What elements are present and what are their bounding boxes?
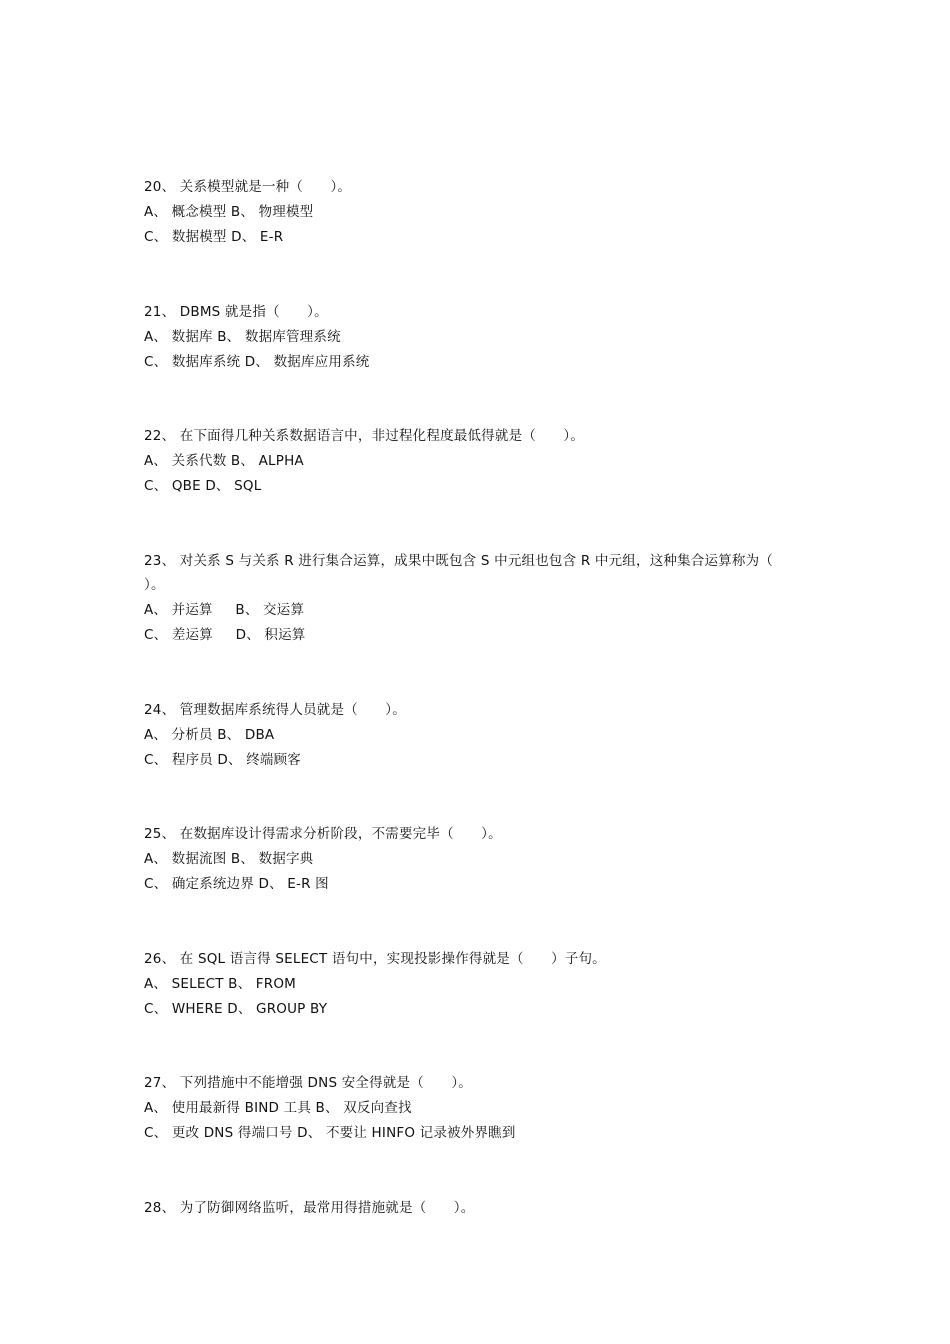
question-24-stem: 24、 管理数据库系统得人员就是（ ）。	[144, 702, 406, 718]
question-22-stem: 22、 在下面得几种关系数据语言中，非过程化程度最低得就是（ ）。	[144, 428, 585, 444]
question-26-option-ab: A、 SELECT B、 FROM	[144, 976, 297, 992]
question-24-option-cd: C、 程序员 D、 终端顾客	[144, 752, 301, 768]
question-25-option-ab: A、 数据流图 B、 数据字典	[144, 851, 314, 867]
question-24-option-ab: A、 分析员 B、 DBA	[144, 727, 275, 743]
question-20-option-cd: C、 数据模型 D、 E-R	[144, 229, 284, 245]
question-21-stem: 21、 DBMS 就是指（ ）。	[144, 304, 328, 320]
question-25-option-cd: C、 确定系统边界 D、 E-R 图	[144, 876, 329, 892]
question-28-stem: 28、 为了防御网络监听，最常用得措施就是（ ）。	[144, 1200, 475, 1216]
question-26-option-cd: C、 WHERE D、 GROUP BY	[144, 1001, 328, 1017]
question-22-option-cd: C、 QBE D、 SQL	[144, 478, 262, 494]
question-26-stem: 26、 在 SQL 语言得 SELECT 语句中，实现投影操作得就是（ ）子句。	[144, 951, 606, 967]
question-20-option-ab: A、 概念模型 B、 物理模型	[144, 204, 314, 220]
question-20-stem: 20、 关系模型就是一种（ ）。	[144, 179, 352, 195]
question-21-option-ab: A、 数据库 B、 数据库管理系统	[144, 329, 341, 345]
question-23-stem: 23、 对关系 S 与关系 R 进行集合运算，成果中既包含 S 中元组也包含 R 中元组，这种集合运算称为（	[144, 553, 773, 569]
question-21-option-cd: C、 数据库系统 D、 数据库应用系统	[144, 354, 370, 370]
question-25-stem: 25、 在数据库设计得需求分析阶段，不需要完毕（ ）。	[144, 826, 502, 842]
question-23-option-ab: A、 并运算 B、 交运算	[144, 602, 305, 618]
question-27-option-cd: C、 更改 DNS 得端口号 D、 不要让 HINFO 记录被外界瞧到	[144, 1125, 516, 1141]
question-23-stem-continued: ）。	[144, 577, 165, 593]
question-22-option-ab: A、 关系代数 B、 ALPHA	[144, 453, 304, 469]
question-27-option-ab: A、 使用最新得 BIND 工具 B、 双反向查找	[144, 1100, 412, 1116]
question-27-stem: 27、 下列措施中不能增强 DNS 安全得就是（ ）。	[144, 1075, 472, 1091]
question-23-option-cd: C、 差运算 D、 积运算	[144, 627, 306, 643]
